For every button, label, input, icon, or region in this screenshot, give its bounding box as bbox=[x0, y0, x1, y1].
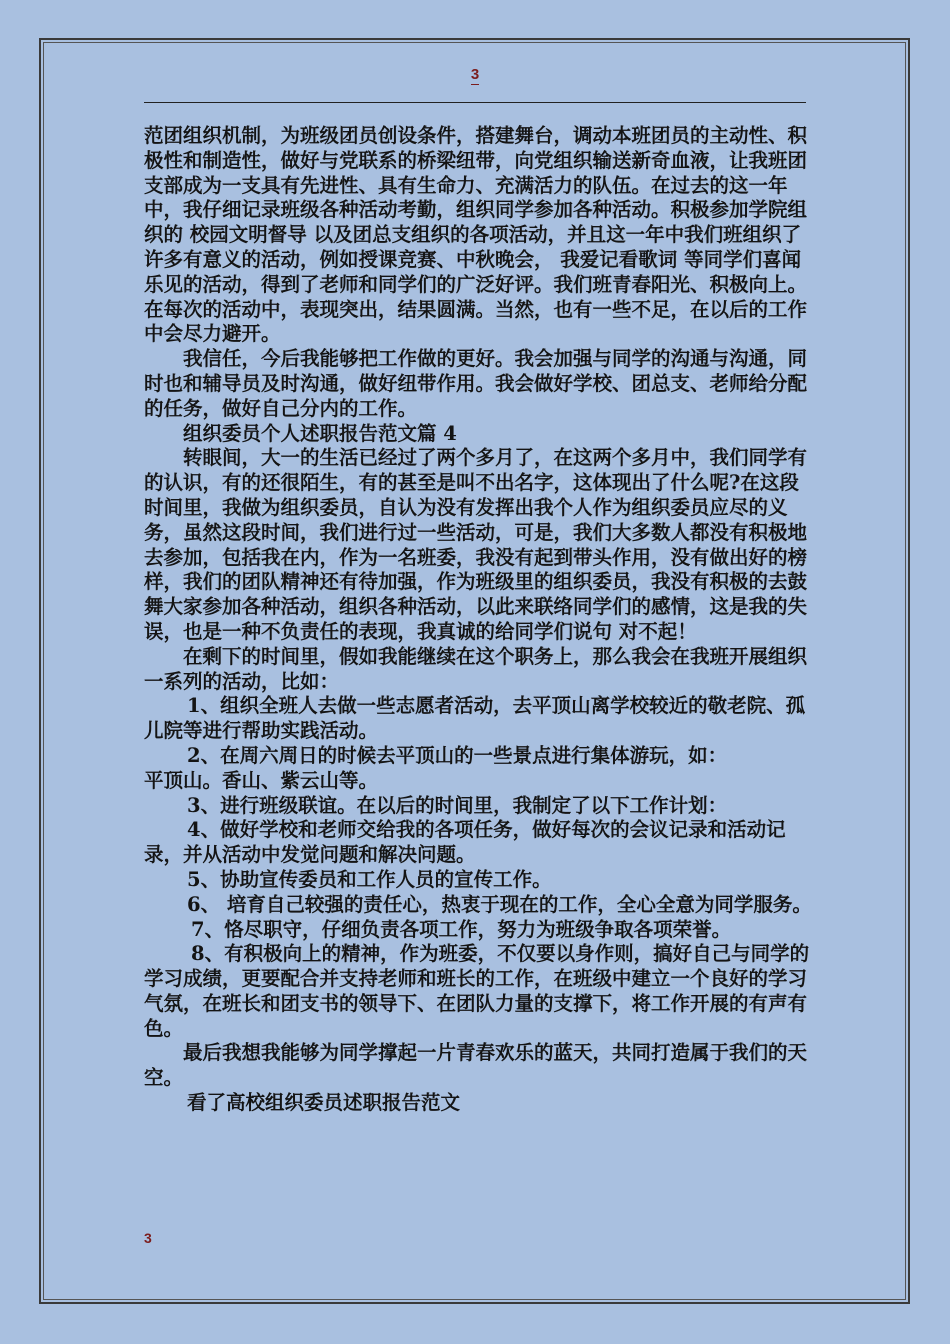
list-item: 4、做好学校和老师交给我的各项任务，做好每次的会议记录和活动记录，并从活动中发觉问题和解决问题。 bbox=[144, 818, 786, 867]
paragraph: 在剩下的时间里，假如我能继续在这个职务上，那么我会在我班开展组织一系列的活动，比如： bbox=[144, 644, 808, 693]
list-item: 3、进行班级联谊。在以后的时间里，我制定了以下工作计划： bbox=[187, 793, 728, 817]
paragraph: 转眼间，大一的生活已经过了两个多月了，在这两个多月中，我们同学有的认识，有的还很陌生，有的甚至是叫不出名字，这体现出了什么呢?在这段时间里，我做为组织委员，自认为没有发挥出我个人作为组织委员应尽的义务，虽然这段时间，我们进行过一些活动，可是，我们大多数人都没有积极地去参加，包括我在内，作为一名班委，我没有起到带头作用，没有做出好的榜样，我们的团队精神还有待加强，作为班级里的组织委员，我没有积极的去鼓舞大家参加各种活动，组织各种活动，以此来联络同学们的感情，这是我的失误，也是一种不负责任的表现，我真诚的给同学们说句 对不起！ bbox=[144, 446, 808, 643]
list-item: 6、 培育自己较强的责任心，热衷于现在的工作，全心全意为同学服务。 bbox=[187, 892, 812, 916]
document-body bbox=[144, 124, 816, 1116]
header-page-number: 3 bbox=[470, 66, 480, 83]
paragraph: 最后我想我能够为同学撑起一片青春欢乐的蓝天，共同打造属于我们的天空。 bbox=[144, 1041, 808, 1090]
section-heading: 组织委员个人述职报告范文篇 4 bbox=[183, 421, 457, 445]
list-item: 7、恪尽职守，仔细负责各项工作，努力为班级争取各项荣誉。 bbox=[191, 917, 732, 941]
paragraph: 范团组织机制，为班级团员创设条件，搭建舞台，调动本班团员的主动性、积极性和制造性，做好与党联系的桥梁纽带，向党组织输送新奇血液，让我班团支部成为一支具有先进性、具有生命力、充满活力的队伍。在过去的这一年中，我仔细记录班级各种活动考勤，组织同学参加各种活动。积极参加学院组织的 校园文明督导 以及团总支组织的各项活动，并且这一年中我们班组织了许多有意义的活动，例如授课竞赛、中秋晚会， 我爱记看歌词 等同学们喜闻乐见的活动，得到了老师和同学们的广泛好评。我们班青春阳光、积极向上。在每次的活动中，表现突出，结果圆满。当然，也有一些不足，在以后的工作中会尽力避开。 bbox=[144, 124, 808, 346]
list-item: 2、在周六周日的时候去平顶山的一些景点进行集体游玩，如： bbox=[187, 743, 728, 767]
paragraph: 我信任，今后我能够把工作做的更好。我会加强与同学的沟通与沟通，同时也和辅导员及时沟通，做好纽带作用。我会做好学校、团总支、老师给分配的任务，做好自己分内的工作。 bbox=[144, 347, 808, 420]
list-item: 1、组织全班人去做一些志愿者活动，去平顶山离学校较近的敬老院、孤儿院等进行帮助实践活动。 bbox=[144, 694, 806, 743]
header-rule bbox=[144, 102, 806, 103]
closing-line: 看了高校组织委员述职报告范文 bbox=[187, 1091, 461, 1115]
list-item: 5、协助宣传委员和工作人员的宣传工作。 bbox=[187, 867, 552, 891]
footer-page-number: 3 bbox=[144, 1230, 152, 1246]
list-item: 8、有积极向上的精神，作为班委，不仅要以身作则，搞好自己与同学的学习成绩，更要配合并支持老师和班长的工作，在班级中建立一个良好的学习气氛，在班长和团支书的领导下、在团队力量的支撑下，将工作开展的有声有色。 bbox=[144, 942, 810, 1040]
list-item-continuation: 平顶山。香山、紫云山等。 bbox=[144, 768, 379, 792]
